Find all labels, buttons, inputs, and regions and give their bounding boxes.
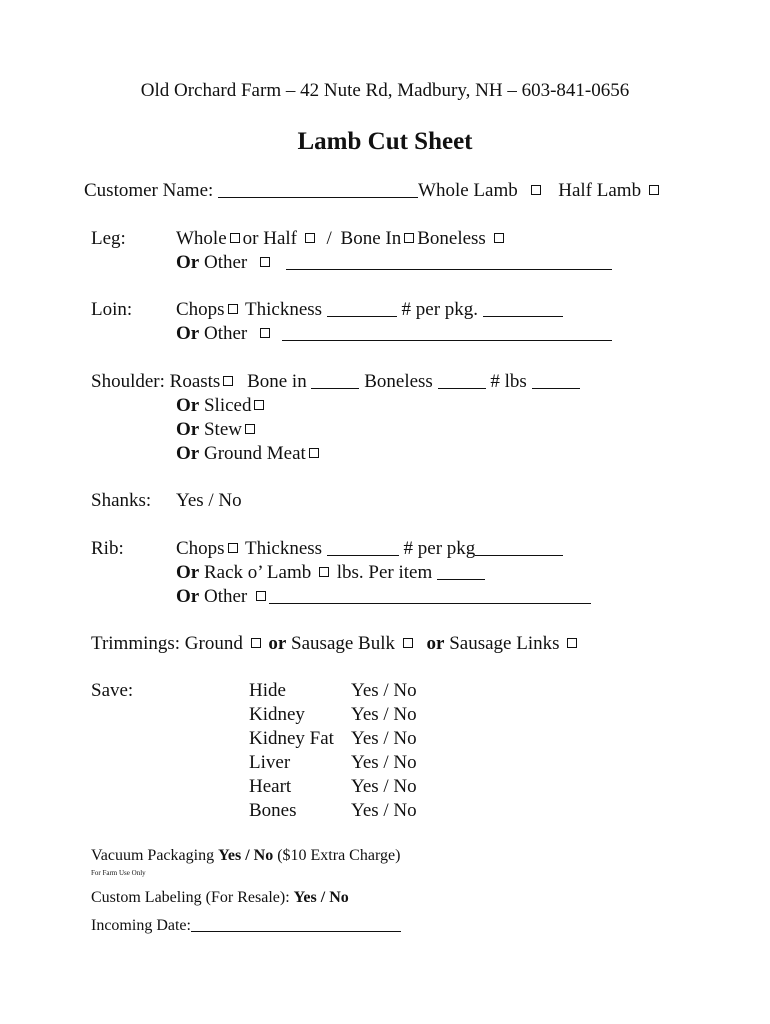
loin-chops-checkbox[interactable]: [228, 304, 238, 314]
rib-per-pkg-field[interactable]: [475, 539, 563, 556]
loin-label: Loin:: [91, 299, 133, 320]
vacuum-row: [91, 845, 400, 867]
rib-thickness-field[interactable]: [327, 539, 399, 556]
customer-name-label: Customer Name:: [84, 180, 219, 201]
custom-label-choice[interactable]: Yes / No: [293, 889, 349, 906]
loin-thickness-field[interactable]: [327, 300, 397, 317]
customer-name-field[interactable]: [218, 181, 418, 198]
vacuum-label: Vacuum Packaging: [91, 847, 219, 864]
save-kidney-fat-name: Kidney Fat: [249, 728, 334, 749]
shoulder-boneless-label: Boneless: [364, 371, 433, 392]
save-kidney-name: Kidney: [249, 704, 305, 725]
shoulder-sliced-label: Sliced: [203, 395, 252, 416]
whole-lamb-label: Whole Lamb: [418, 180, 518, 201]
shanks-label: Shanks:: [91, 490, 152, 511]
leg-or: Or: [176, 252, 200, 273]
save-kidney-fat-choice[interactable]: Yes / No: [351, 728, 417, 749]
rib-lbs-per-label: lbs. Per item: [336, 562, 433, 583]
trimmings-bulk-label: Sausage Bulk: [291, 633, 396, 654]
shoulder-or-3: Or: [176, 443, 200, 464]
rib-or-2: Or: [176, 586, 200, 607]
rib-rack-checkbox[interactable]: [319, 567, 329, 577]
leg-other-field[interactable]: [286, 253, 612, 270]
customer-row: [84, 180, 662, 202]
half-lamb-checkbox[interactable]: [649, 185, 659, 195]
shoulder-bone-in-label: Bone in: [247, 371, 307, 392]
shoulder-row-1: [91, 371, 580, 393]
rib-label: Rib:: [91, 538, 124, 559]
rib-other-label: Other: [203, 586, 248, 607]
save-liver-name: Liver: [249, 752, 291, 773]
shoulder-boneless-field[interactable]: [438, 372, 486, 389]
loin-other-checkbox[interactable]: [260, 328, 270, 338]
loin-other-field[interactable]: [282, 324, 612, 341]
shoulder-ground-checkbox[interactable]: [309, 448, 319, 458]
rib-lbs-per-field[interactable]: [437, 563, 485, 580]
shoulder-stew-label: Stew: [203, 419, 242, 440]
save-hide-choice[interactable]: Yes / No: [351, 680, 417, 701]
leg-whole-checkbox[interactable]: [230, 233, 240, 243]
rib-or-1: Or: [176, 562, 200, 583]
trimmings-bulk-checkbox[interactable]: [403, 638, 413, 648]
trimmings-row: [91, 633, 580, 655]
leg-bone-in-checkbox[interactable]: [404, 233, 414, 243]
shoulder-or-1: Or: [176, 395, 200, 416]
rib-thickness-label: Thickness: [245, 538, 323, 559]
page-title: Lamb Cut Sheet: [297, 128, 473, 155]
trimmings-or-1: or: [268, 633, 287, 654]
shoulder-ground-label: Ground Meat: [203, 443, 306, 464]
save-hide-name: Hide: [249, 680, 286, 701]
custom-label-label: Custom Labeling (For Resale):: [91, 889, 294, 906]
shoulder-lbs-label: # lbs: [490, 371, 527, 392]
save-kidney-choice[interactable]: Yes / No: [351, 704, 417, 725]
shoulder-bone-in-field[interactable]: [311, 372, 359, 389]
shoulder-roasts-label: Roasts: [169, 371, 221, 392]
shoulder-roasts-checkbox[interactable]: [223, 376, 233, 386]
vacuum-note: ($10 Extra Charge): [273, 847, 401, 864]
loin-or: Or: [176, 323, 200, 344]
rib-rack-label: Rack o’ Lamb: [203, 562, 312, 583]
rib-other-field[interactable]: [269, 587, 591, 604]
shoulder-stew-checkbox[interactable]: [245, 424, 255, 434]
leg-half-checkbox[interactable]: [305, 233, 315, 243]
shoulder-ground-row: [176, 443, 322, 465]
farm-header: Old Orchard Farm – 42 Nute Rd, Madbury, NH – 603-841-0656: [140, 80, 630, 101]
leg-other-checkbox[interactable]: [260, 257, 270, 267]
loin-per-pkg-field[interactable]: [483, 300, 563, 317]
save-label: Save:: [91, 680, 134, 701]
leg-other-label: Other: [203, 252, 248, 273]
leg-row-1: [176, 228, 507, 250]
leg-whole-label: Whole: [176, 228, 227, 249]
save-heart-name: Heart: [249, 776, 292, 797]
farm-use-note: For Farm Use Only: [91, 869, 146, 877]
leg-bone-in-label: Bone In: [340, 228, 402, 249]
loin-thickness-label: Thickness: [245, 299, 323, 320]
save-liver-choice[interactable]: Yes / No: [351, 752, 417, 773]
trimmings-links-label: Sausage Links: [449, 633, 560, 654]
leg-half-label: or Half: [242, 228, 297, 249]
trimmings-links-checkbox[interactable]: [567, 638, 577, 648]
leg-boneless-label: Boneless: [417, 228, 486, 249]
half-lamb-label: Half Lamb: [558, 180, 642, 201]
rib-per-pkg-label: # per pkg: [403, 538, 476, 559]
incoming-row: [91, 915, 401, 937]
rib-row-3: [176, 586, 591, 608]
leg-label: Leg:: [91, 228, 126, 249]
shoulder-lbs-field[interactable]: [532, 372, 580, 389]
incoming-label: Incoming Date:: [91, 917, 191, 934]
loin-chops-label: Chops: [176, 299, 225, 320]
shoulder-or-2: Or: [176, 419, 200, 440]
save-bones-name: Bones: [249, 800, 297, 821]
save-bones-choice[interactable]: Yes / No: [351, 800, 417, 821]
shoulder-stew-row: [176, 419, 258, 441]
trimmings-ground-label: Trimmings: Ground: [91, 633, 243, 654]
loin-per-pkg-label: # per pkg.: [401, 299, 479, 320]
loin-row-1: [176, 299, 563, 321]
shanks-choice[interactable]: Yes / No: [176, 490, 242, 511]
leg-slash: /: [326, 228, 332, 249]
trimmings-or-2: or: [426, 633, 445, 654]
leg-boneless-checkbox[interactable]: [494, 233, 504, 243]
vacuum-choice[interactable]: Yes / No: [218, 847, 274, 864]
leg-row-2: [176, 252, 612, 274]
whole-lamb-checkbox[interactable]: [531, 185, 541, 195]
trimmings-ground-checkbox[interactable]: [251, 638, 261, 648]
rib-row-2: [176, 562, 485, 584]
shoulder-sliced-row: [176, 395, 267, 417]
rib-row-1: [176, 538, 563, 560]
loin-row-2: [176, 323, 612, 345]
rib-other-checkbox[interactable]: [256, 591, 266, 601]
rib-chops-label: Chops: [176, 538, 225, 559]
incoming-date-field[interactable]: [191, 917, 401, 932]
loin-other-label: Other: [203, 323, 248, 344]
rib-chops-checkbox[interactable]: [228, 543, 238, 553]
save-heart-choice[interactable]: Yes / No: [351, 776, 417, 797]
shoulder-sliced-checkbox[interactable]: [254, 400, 264, 410]
shoulder-label: Shoulder:: [91, 371, 165, 392]
custom-label-row: [91, 887, 349, 909]
